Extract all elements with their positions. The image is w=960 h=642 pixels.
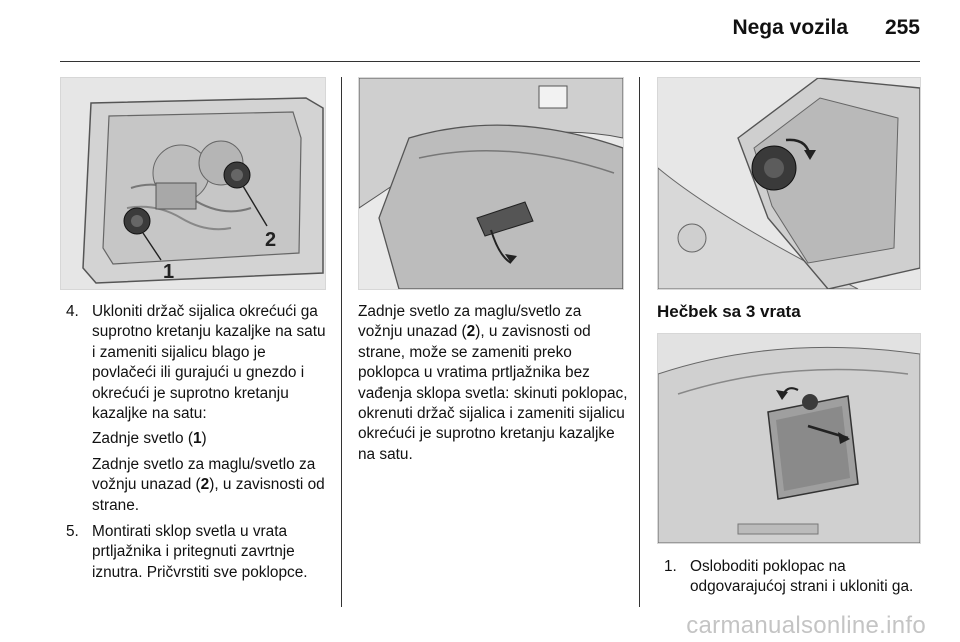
step-1 <box>664 557 924 598</box>
step-5 <box>66 522 331 583</box>
step-5-text: Montirati sklop svetla u vrata prtljažnika i pritegnuti zavrtnje iznutra. Pričvrstiti sve poklopce. <box>92 523 308 581</box>
sub-fog-reverse-light: Zadnje svetlo za maglu/svetlo za vožnju unazad (2), u zavisnosti od strane. <box>92 455 325 514</box>
step-4 <box>66 302 331 424</box>
bulb-holder-1 <box>124 208 150 234</box>
figure-hatchback-cover <box>657 333 921 544</box>
figure-tail-lamp-rear <box>60 77 326 290</box>
step-1-number: 1. <box>664 558 677 575</box>
column-3-text <box>664 557 924 598</box>
bulb-holder-2 <box>224 162 250 188</box>
figure-bulb-holder-twist <box>657 77 921 290</box>
header-rule <box>60 61 920 62</box>
step-1-text: Osloboditi poklopac na odgovarajućoj strani i ukloniti ga. <box>690 558 914 596</box>
section-heading-hatchback: Hečbek sa 3 vrata <box>657 302 801 321</box>
callout-2: 2 <box>265 229 277 251</box>
column-2-text: Zadnje svetlo za maglu/svetlo za vožnju unazad (2), u zavisnosti od strane, može se zameniti preko poklopca u vratima prtljažnika bez vađenja sklopa svetla: skinuti poklopac, okrenuti držač sijalica i zameniti sijalicu okrećući je suprotno kretanju kazaljke na satu. <box>358 303 628 463</box>
column-divider-left <box>341 77 342 607</box>
column-1-text <box>66 302 331 583</box>
step-4-number: 4. <box>66 303 79 320</box>
column-divider-right <box>639 77 640 607</box>
page-header-title: Nega vozila <box>732 16 848 39</box>
figure-tailgate-cover <box>358 77 624 290</box>
page-number: 255 <box>884 16 920 39</box>
callout-1: 1 <box>163 261 175 283</box>
watermark: carmanualsonline.info <box>686 612 926 639</box>
sub-tail-light: Zadnje svetlo (1) <box>92 430 207 448</box>
step-4-text: Ukloniti držač sijalica okrećući ga suprotno kretanju kazaljke na satu i zameniti sijalicu blago je povlačeći ili gurajući u gnezdo i okrećući je suprotno kretanju kazaljke na satu: <box>92 303 326 423</box>
step-5-number: 5. <box>66 523 79 541</box>
